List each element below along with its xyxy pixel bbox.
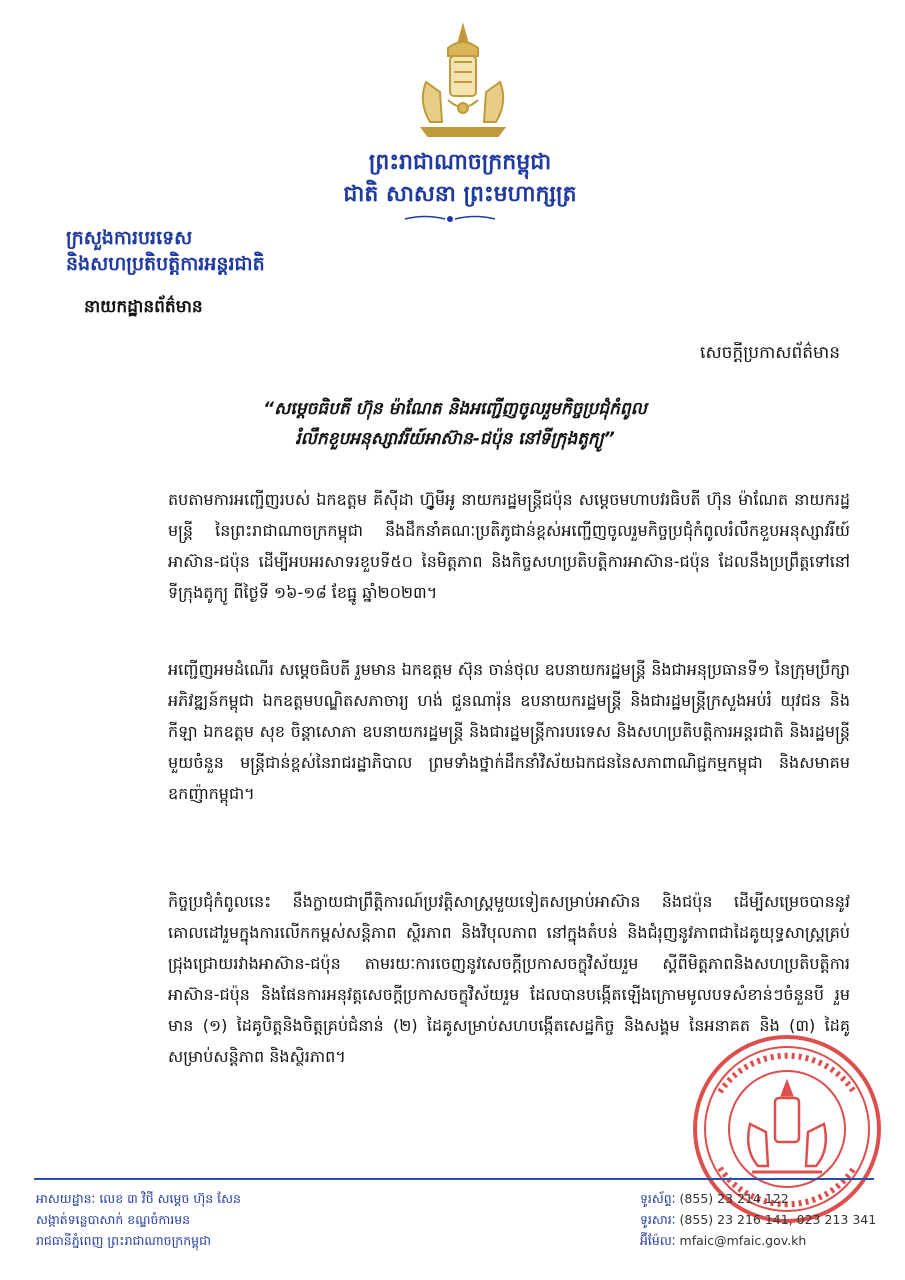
email-value: mfaic@mfaic.gov.kh [679,1233,807,1248]
address-line-2: សង្កាត់ទន្លេបាសាក់ ខណ្ឌចំការមន [36,1212,191,1227]
phone-value: (855) 23 214 122 [679,1191,789,1206]
fax-label: ទូរសារៈ [640,1212,676,1227]
document-type: សេចក្តីប្រកាសព័ត៌មាន [700,343,840,363]
body-paragraph-1: តបតាមការអញ្ជើញរបស់ ឯកឧត្តម គីស៊ីដា ហ្វ៊ូមីអូ នាយករដ្ឋមន្ត្រីជប៉ុន សម្តេចមហាបវរធិបតី ហ៊ុន ម៉ាណែត នាយករដ្ឋមន្ត្រី នៃព្រះរាជាណាចក្រកម្ពុជា នឹងដឹកនាំគណៈប្រតិភូជាន់ខ្ពស់អញ្ជើញចូលរួមកិច្ចប្រជុំកំពូលរំលឹកខួបអនុស្សាវរីយ៍អាស៊ាន-ជប៉ុន ដើម្បីអបអរសាទរខួបទី៥០ នៃមិត្តភាព និងកិច្ចសហប្រតិបត្តិការអាស៊ាន-ជប៉ុន ដែលនឹងប្រព្រឹត្តទៅនៅទីក្រុងតូក្យូ ពីថ្ងៃទី ១៦-១៨ ខែធ្នូ ឆ្នាំ២០២៣។ [168,490,850,602]
email-row [640,1230,876,1251]
address-line-3: រាជធានីភ្នំពេញ ព្រះរាជាណាចក្រកម្ពុជា [36,1233,211,1248]
headline-line1: “សម្តេចធិបតី ហ៊ុន ម៉ាណែត និងអញ្ជើញចូលរួមកិច្ចប្រជុំកំពូល [263,399,647,419]
headline [150,394,760,454]
ministry-name-line2: និងសហប្រតិបត្តិការអន្តរជាតិ [66,253,265,275]
department-name: នាយកដ្ឋានព័ត៌មាន [84,297,203,317]
fax-row [640,1209,876,1230]
national-motto: ជាតិ សាសនា ព្រះមហាក្សត្រ [343,182,577,207]
divider-ornament-icon [400,214,500,224]
footer-divider [34,1178,874,1180]
footer-address [36,1188,241,1251]
address-line-1: អាសយដ្ឋានៈ លេខ ៣ វិថី សម្តេច ហ៊ុន សែន [36,1191,241,1206]
kingdom-name: ព្រះរាជាណាចក្រកម្ពុជា [368,150,552,175]
footer-contact [640,1188,876,1251]
body-paragraph-2: អញ្ជើញអមដំណើរ សម្តេចធិបតី រួមមាន ឯកឧត្តម ស៊ុន ចាន់ថុល ឧបនាយករដ្ឋមន្ត្រី និងជាអនុប្រធានទី១ នៃក្រុមប្រឹក្សាអភិវឌ្ឍន៍កម្ពុជា ឯកឧត្តមបណ្ឌិតសភាចារ្យ ហង់ ជួនណារ៉ុន ឧបនាយករដ្ឋមន្ត្រី និងជារដ្ឋមន្ត្រីក្រសួងអប់រំ យុវជន និងកីឡា ឯកឧត្តម សុខ ចិន្តាសោភា ឧបនាយករដ្ឋមន្ត្រី និងជារដ្ឋមន្ត្រីការបរទេស និងសហប្រតិបត្តិការអន្តរជាតិ និងរដ្ឋមន្ត្រីមួយចំនួន មន្ត្រីជាន់ខ្ពស់នៃរាជរដ្ឋាភិបាល ព្រមទាំងថ្នាក់ដឹកនាំវិស័យឯកជននៃសភាពាណិជ្ជកម្មកម្ពុជា និងសមាគមឧកញ៉ាកម្ពុជា។ [168,660,850,803]
headline-line2: រំលឹកខួបអនុស្សាវរីយ៍អាស៊ាន-ជប៉ុន នៅទីក្រុងតូក្យូ” [295,429,615,449]
royal-emblem-icon [408,22,518,142]
ministry-name-line1: ក្រសួងការបរទេស [66,227,193,249]
phone-label: ទូរស័ព្ទៈ [640,1191,676,1206]
email-label: អ៊ីម៉ែលៈ [640,1233,676,1248]
phone-row [640,1188,876,1209]
body-paragraph-3: កិច្ចប្រជុំកំពូលនេះ នឹងក្លាយជាព្រឹត្តិការណ៍ប្រវត្តិសាស្ត្រមួយទៀតសម្រាប់អាស៊ាន និងជប៉ុន ដើម្បីសម្រេចបាននូវគោលដៅរួមក្នុងការលើកកម្ពស់សន្តិភាព ស្ថិរភាព និងវិបុលភាព នៅក្នុងតំបន់ និងជំរុញនូវភាពជាដៃគូយុទ្ធសាស្ត្រគ្រប់ជ្រុងជ្រោយរវាងអាស៊ាន-ជប៉ុន តាមរយៈការចេញនូវសេចក្តីប្រកាសចក្ខុវិស័យរួម ស្តីពីមិត្តភាពនិងសហប្រតិបត្តិការអាស៊ាន-ជប៉ុន និងផែនការអនុវត្តសេចក្តីប្រកាសចក្ខុវិស័យរួម ដែលបានបង្កើតឡើងក្រោមមូលបទសំខាន់ៗចំនួនបី រួមមាន (១) ដៃគូបិត្តនិងចិត្តគ្រប់ជំនាន់ (២) ដៃគូសម្រាប់សហបង្កើតសេដ្ឋកិច្ច និងសង្គម នៃអនាគត និង (៣) ដៃគូសម្រាប់សន្តិភាព និងស្ថិរភាព។ [168,892,850,1066]
fax-value: (855) 23 216 141, 023 213 341 [679,1212,877,1227]
